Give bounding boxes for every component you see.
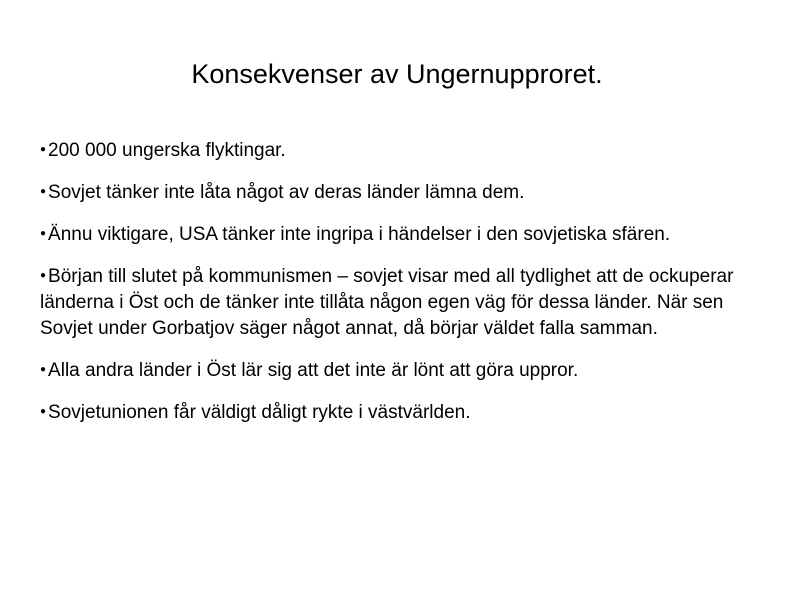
bullet-item <box>40 222 760 248</box>
bullet-list <box>40 138 760 442</box>
bullet-dot-icon: ● <box>40 270 47 282</box>
bullet-item <box>40 358 760 384</box>
bullet-dot-icon: ● <box>40 144 47 155</box>
bullet-text: Ännu viktigare, USA tänker inte ingripa i händelser i den sovjetiska sfären. <box>48 224 671 246</box>
bullet-text: Alla andra länder i Öst lär sig att det inte är lönt att göra uppror. <box>48 360 579 382</box>
bullet-item <box>40 264 760 342</box>
bullet-text: Början till slutet på kommunismen – sovjet visar med all tydlighet att de ockuperar länderna i Öst och de tänker inte tillåta någon egen väg för dessa länder. När sen Sovjet under Gorbatjov säger något annat, då börjar väldet falla samman. <box>40 266 734 340</box>
bullet-item <box>40 180 760 206</box>
bullet-item <box>40 138 760 164</box>
bullet-text: Sovjetunionen får väldigt dåligt rykte i västvärlden. <box>48 402 471 424</box>
bullet-dot-icon: ● <box>40 364 47 376</box>
bullet-text: 200 000 ungerska flyktingar. <box>48 140 286 162</box>
bullet-dot-icon: ● <box>40 406 47 418</box>
bullet-item <box>40 400 760 426</box>
bullet-dot-icon: ● <box>40 228 47 240</box>
bullet-text: Sovjet tänker inte låta något av deras länder lämna dem. <box>48 182 525 204</box>
bullet-dot-icon: ● <box>40 186 47 198</box>
slide-title: Konsekvenser av Ungernupproret. <box>191 59 603 89</box>
